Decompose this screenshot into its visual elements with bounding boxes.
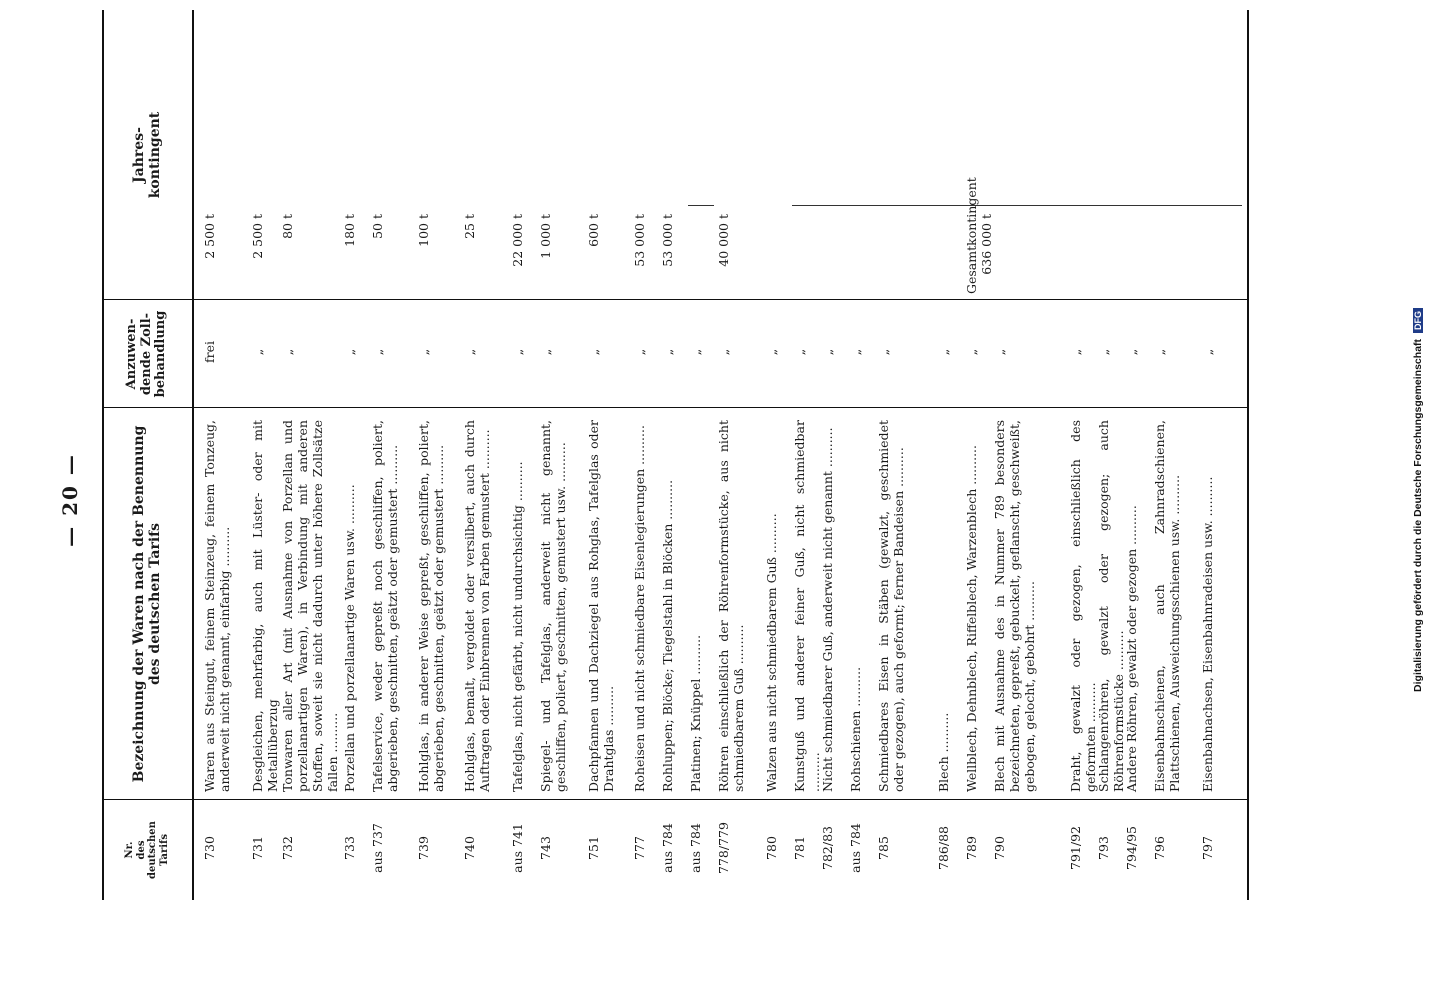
tariff-table: Nr. des deutschen Tarifs Bezeichnung der Waren nach der Benennung des deutschen Tarifs Anzuwen- dende Zoll- behandlung Jahres- kontingent 730 Waren aus Steingut, feinem Steinzeug, feinem Tonzeug, anderweit nicht genannt, einfarbig .......... frei 2 500 t 731 Desgleichen, mehrfarbig, auch mit Lüster- oder mit Metallüberzug „ 2 500 t 732 Tonwaren aller Art (mit Ausnahme von Porzellan und porzellanartigen Waren), in Verbindung mit anderen Stoffen, soweit sie nicht dadurch unter höhere Zollsätze fallen .......... „ 80 t 733 Porzellan und porzellanartige Waren usw. .......... „ 180 t aus 737 Tafelservice, weder gepreßt noch geschliffen, poliert, abgerieben, geschnitten, geätzt oder gemustert .......... „ 50 t 739 Hohlglas, in anderer Weise gepreßt, geschliffen, poliert, abgerieben, geschnitten, geätzt oder gemustert .......... „ 100 t 740 Hohlglas, bemalt, vergoldet oder versilbert, auch durch Auftragen oder Einbrennen von Farben gemustert .......... „ 25 t aus 741 Tafelglas, nicht gefärbt, nicht undurchsichtig .......... „ 22 000 t 743 Spiegel- und Tafelglas, anderweit nicht genannt, geschliffen, poliert, geschnitten, gemustert usw. .......... „ 1 000 t 751 Dachpfannen und Dachziegel aus Rohglas, Tafelglas oder Drahtglas .......... „ 600 t 777 Roheisen und nicht schmiedbare Eisenlegierungen .......... „ 53 000 t aus 784 Rohluppen; Blöcke; Tiegelstahl in Blöcken .......... „ 53 000 t aus 784 Platinen; Knüppel .......... „ 778/779 Röhren einschließlich der Röhrenformstücke, aus nicht schmiedbarem Guß .......... „ 40 000 t 780 Walzen aus nicht schmiedbarem Guß .......... „ 781 Kunstguß und anderer feiner Guß, nicht schmiedbar .......... „ 782/83 Nicht schmiedbarer Guß, anderweit nicht genannt .......... „ aus 784 Rohschienen .......... „ 785 Schmiedbares Eisen in Stäben (gewalzt, geschmiedet oder gezogen), auch geformt; ferner Bandeisen .......... „ 786/88 Blech .......... „ 789 Wellblech, Dehnblech, Riffelblech, Warzenblech .......... „ Gesamtkontingent 636 000 t 790 Blech mit Ausnahme des in Nummer 789 besonders bezeichneten, gepreßt, gebuckelt, geflanscht, geschweißt, gebogen, gelocht, gebohrt .......... „ 791/92 Draht, gewalzt oder gezogen, einschließlich des geformten .......... „ 793 Schlangenröhren, gewalzt oder gezogen; auch Röhrenformstücke .......... „ 794/95 Andere Röhren, gewalzt oder gezogen .......... „ 796 Eisenbahnschienen, auch Zahnradschienen, Plattschienen, Ausweichungsschienen usw. .......... „ 797 Eisenbahnachsen, Eisenbahnradeisen usw. .......... „ xyxy=(102,10,1247,900)
group-brace xyxy=(792,205,1242,206)
page-number: — 20 — xyxy=(58,453,82,547)
header-bezeichnung: Bezeichnung der Waren nach der Benennung des deutschen Tarifs xyxy=(130,425,163,783)
table-bottom-rule xyxy=(1247,10,1249,900)
dfg-credit: Digitalisierung gefördert durch die Deutsche Forschungsgemeinschaft DFG xyxy=(1412,0,1424,1000)
column-divider xyxy=(102,299,1247,300)
header-kontingent: Jahres- kontingent xyxy=(130,111,163,199)
header-nr: Nr. des deutschen Tarifs xyxy=(124,821,170,879)
group-brace xyxy=(688,205,714,206)
header-rule xyxy=(192,10,194,900)
dfg-logo: DFG xyxy=(1413,308,1423,333)
header-zollbehandlung: Anzuwen- dende Zoll- behandlung xyxy=(123,310,169,398)
column-divider xyxy=(102,407,1247,408)
column-divider xyxy=(102,799,1247,800)
